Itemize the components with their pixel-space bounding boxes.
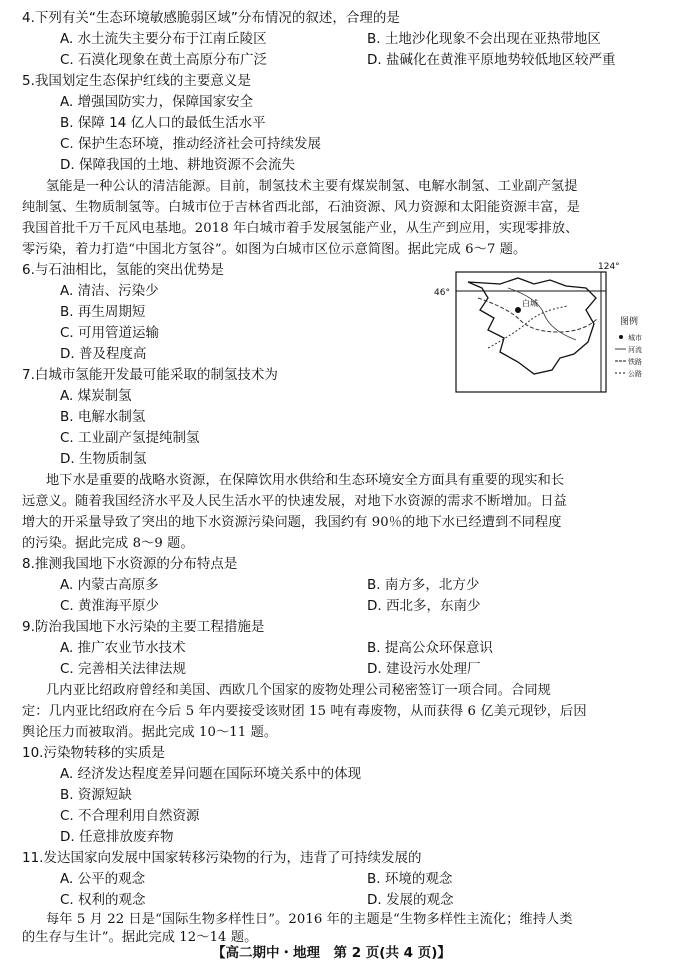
- page-footer: 【高二期中・地理 第 2 页(共 4 页)】: [212, 945, 451, 961]
- q11-option-b: B. 环境的观念: [367, 871, 453, 887]
- q7-option-b: B. 电解水制氢: [60, 409, 146, 425]
- q5-option-d: D. 保障我国的土地、耕地资源不会流失: [60, 157, 295, 173]
- q9-option-d: D. 建设污水处理厂: [367, 661, 481, 677]
- passage2-line2: 远意义。随着我国经济水平及人民生活水平的快速发展，对地下水资源的需求不断增加。日益: [22, 494, 567, 509]
- legend-city-symbol: [619, 335, 623, 339]
- map-frame: [456, 272, 606, 392]
- legend-railway: 铁路: [628, 358, 642, 366]
- q8-option-c: C. 黄淮海平原少: [60, 598, 160, 614]
- q5-option-b: B. 保障 14 亿人口的最低生活水平: [60, 115, 266, 131]
- q6-option-b: B. 再生周期短: [60, 304, 146, 320]
- q4-stem: 4.下列有关“生态环境敏感脆弱区域”分布情况的叙述，合理的是: [22, 10, 400, 26]
- q11-option-d: D. 发展的观念: [367, 892, 454, 908]
- q5-stem: 5.我国划定生态保护红线的主要意义是: [22, 73, 251, 89]
- passage1-line2: 纯制氢、生物质制氢等。白城市位于吉林省西北部，石油资源、风力资源和太阳能资源丰富，是: [22, 200, 581, 215]
- legend-river: 河流: [628, 346, 642, 354]
- q4-option-a: A. 水土流失主要分布于江南丘陵区: [60, 31, 267, 47]
- map-latitude-label: 46°: [434, 288, 450, 298]
- q6-option-a: A. 清洁、污染少: [60, 283, 159, 299]
- passage2-line4: 的污染。据此完成 8～9 题。: [22, 536, 194, 551]
- q9-option-c: C. 完善相关法律法规: [60, 661, 187, 677]
- q4-option-b: B. 土地沙化现象不会出现在亚热带地区: [367, 31, 601, 47]
- q7-option-c: C. 工业副产氢提纯制氢: [60, 430, 200, 446]
- legend-road: 公路: [628, 370, 642, 378]
- q5-option-a: A. 增强国防实力，保障国家安全: [60, 94, 254, 110]
- q9-option-a: A. 推广农业节水技术: [60, 640, 186, 656]
- passage4-line2: 的生存与生计”。据此完成 12～14 题。: [22, 930, 258, 945]
- q7-option-d: D. 生物质制氢: [60, 451, 147, 467]
- region-boundary: [468, 278, 596, 374]
- q4-option-d: D. 盐碱化在黄淮平原地势较低地区较严重: [367, 52, 616, 68]
- map-longitude-label: 124°: [598, 262, 620, 272]
- passage3-line1: 几内亚比绍政府曾经和美国、西欧几个国家的废物处理公司秘密签订一项合同。合同规: [46, 683, 551, 698]
- passage1-line4: 零污染，着力打造“中国北方氢谷”。如图为白城市区位示意简图。据此完成 6～7 题。: [22, 242, 527, 257]
- q8-option-b: B. 南方多，北方少: [367, 577, 480, 593]
- q9-stem: 9.防治我国地下水污染的主要工程措施是: [22, 619, 265, 635]
- passage1-line1: 氢能是一种公认的清洁能源。目前，制氢技术主要有煤炭制氢、电解水制氢、工业副产氢提: [46, 179, 578, 194]
- q10-option-d: D. 任意排放废弃物: [60, 829, 174, 845]
- q8-stem: 8.推测我国地下水资源的分布特点是: [22, 556, 238, 572]
- river-line: [508, 288, 576, 340]
- q7-stem: 7.白城市氢能开发最可能采取的制氢技术为: [22, 367, 278, 383]
- passage4-line1: 每年 5 月 22 日是“国际生物多样性日”。2016 年的主题是“生物多样性主流化；维持人类: [46, 912, 573, 927]
- q8-option-d: D. 西北多，东南少: [367, 598, 481, 614]
- q10-option-a: A. 经济发达程度差异问题在国际环境关系中的体现: [60, 766, 362, 782]
- q6-option-c: C. 可用管道运输: [60, 325, 160, 341]
- city-label: 白城: [522, 299, 538, 308]
- q10-option-b: B. 资源短缺: [60, 787, 132, 803]
- q8-option-a: A. 内蒙古高原多: [60, 577, 159, 593]
- passage3-line3: 舆论压力而被取消。据此完成 10～11 题。: [22, 725, 278, 740]
- q11-option-a: A. 公平的观念: [60, 871, 146, 887]
- q5-option-c: C. 保护生态环境，推动经济社会可持续发展: [60, 136, 322, 152]
- city-marker: [515, 307, 521, 313]
- q11-option-c: C. 权利的观念: [60, 892, 146, 908]
- passage2-line1: 地下水是重要的战略水资源，在保障饮用水供给和生态环境安全方面具有重要的现实和长: [46, 473, 565, 488]
- legend-title: 图例: [620, 317, 639, 327]
- q10-stem: 10.污染物转移的实质是: [22, 745, 165, 761]
- q6-option-d: D. 普及程度高: [60, 346, 147, 362]
- road-line: [488, 306, 568, 348]
- q11-stem: 11.发达国家向发展中国家转移污染物的行为，违背了可持续发展的: [22, 850, 422, 866]
- passage1-line3: 我国首批千万千瓦风电基地。2018 年白城市着手发展氢能产业，从生产到应用，实现零排放、: [22, 221, 579, 236]
- q10-option-c: C. 不合理利用自然资源: [60, 808, 200, 824]
- passage2-line3: 增大的开采量导致了突出的地下水资源污染问题，我国约有 90％的地下水已经遭到不同程度: [22, 515, 562, 530]
- baicheng-location-map: [434, 258, 658, 398]
- q4-option-c: C. 石漠化现象在黄土高原分布广泛: [60, 52, 268, 68]
- passage3-line2: 定：几内亚比绍政府在今后 5 年内要接受该财团 15 吨有毒废物，从而获得 6 亿美元现钞，后因: [22, 704, 587, 719]
- legend-city: 城市: [628, 334, 642, 342]
- q6-stem: 6.与石油相比，氢能的突出优势是: [22, 262, 224, 278]
- q7-option-a: A. 煤炭制氢: [60, 388, 132, 404]
- q9-option-b: B. 提高公众环保意识: [367, 640, 493, 656]
